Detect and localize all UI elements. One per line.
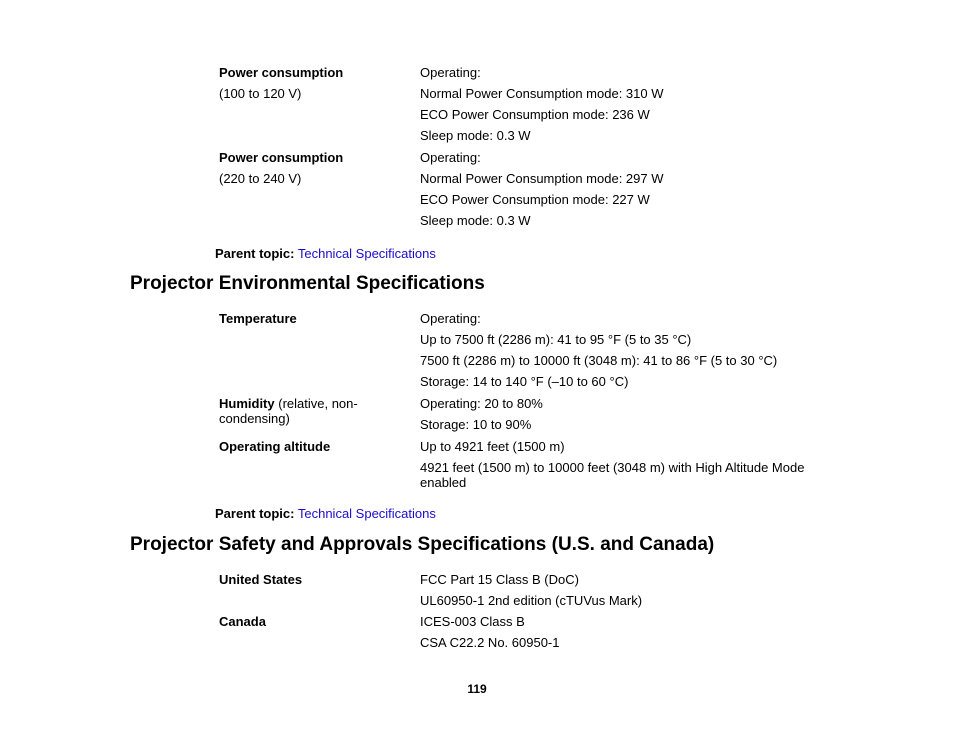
cell-value: Storage: 14 to 140 °F (–10 to 60 °C): [420, 374, 629, 389]
row-label-humidity: [219, 396, 379, 426]
row-label-canada: Canada: [219, 614, 266, 629]
cell-value: Normal Power Consumption mode: 297 W: [420, 171, 664, 186]
cell-value: Sleep mode: 0.3 W: [420, 128, 531, 143]
cell-value: Normal Power Consumption mode: 310 W: [420, 86, 664, 101]
row-label-temperature: Temperature: [219, 311, 297, 326]
page-number: 119: [467, 682, 487, 696]
cell-value: 4921 feet (1500 m) to 10000 feet (3048 m) with High Altitude Mode enabled: [420, 460, 805, 490]
cell-value: ECO Power Consumption mode: 236 W: [420, 107, 650, 122]
row-label-power-220: Power consumption: [219, 150, 344, 165]
parent-topic-label: Parent topic:: [215, 506, 295, 521]
cell-value: ICES-003 Class B: [420, 614, 525, 629]
cell-value: ECO Power Consumption mode: 227 W: [420, 192, 650, 207]
cell-value: Operating:: [420, 150, 481, 165]
row-label-operating-altitude: Operating altitude: [219, 439, 331, 454]
humidity-label-suffix: (relative, non-condensing): [219, 396, 358, 426]
section-title-environmental: Projector Environmental Specifications: [130, 273, 485, 294]
cell-value: Storage: 10 to 90%: [420, 417, 532, 432]
cell-value: Operating:: [420, 65, 481, 80]
row-label-united-states: United States: [219, 572, 303, 587]
section-title-safety-approvals: Projector Safety and Approvals Specifications (U.S. and Canada): [130, 534, 715, 555]
technical-specifications-link[interactable]: Technical Specifications: [297, 246, 436, 261]
row-label-power-100: Power consumption: [219, 65, 344, 80]
cell-value: Up to 4921 feet (1500 m): [420, 439, 565, 454]
humidity-label: Humidity: [219, 396, 275, 411]
parent-topic: [215, 246, 436, 261]
parent-topic: [215, 506, 436, 521]
row-sublabel-100-120v: (100 to 120 V): [219, 86, 302, 101]
cell-value: Sleep mode: 0.3 W: [420, 213, 531, 228]
row-sublabel-220-240v: (220 to 240 V): [219, 171, 302, 186]
cell-value: Operating: 20 to 80%: [420, 396, 543, 411]
cell-value: Up to 7500 ft (2286 m): 41 to 95 °F (5 to 35 °C): [420, 332, 692, 347]
cell-value: FCC Part 15 Class B (DoC): [420, 572, 579, 587]
parent-topic-label: Parent topic:: [215, 246, 295, 261]
technical-specifications-link[interactable]: Technical Specifications: [297, 506, 436, 521]
cell-value: UL60950-1 2nd edition (cTUVus Mark): [420, 593, 643, 608]
cell-value: 7500 ft (2286 m) to 10000 ft (3048 m): 41 to 86 °F (5 to 30 °C): [420, 353, 778, 368]
cell-value: CSA C22.2 No. 60950-1: [420, 635, 560, 650]
cell-value: Operating:: [420, 311, 481, 326]
